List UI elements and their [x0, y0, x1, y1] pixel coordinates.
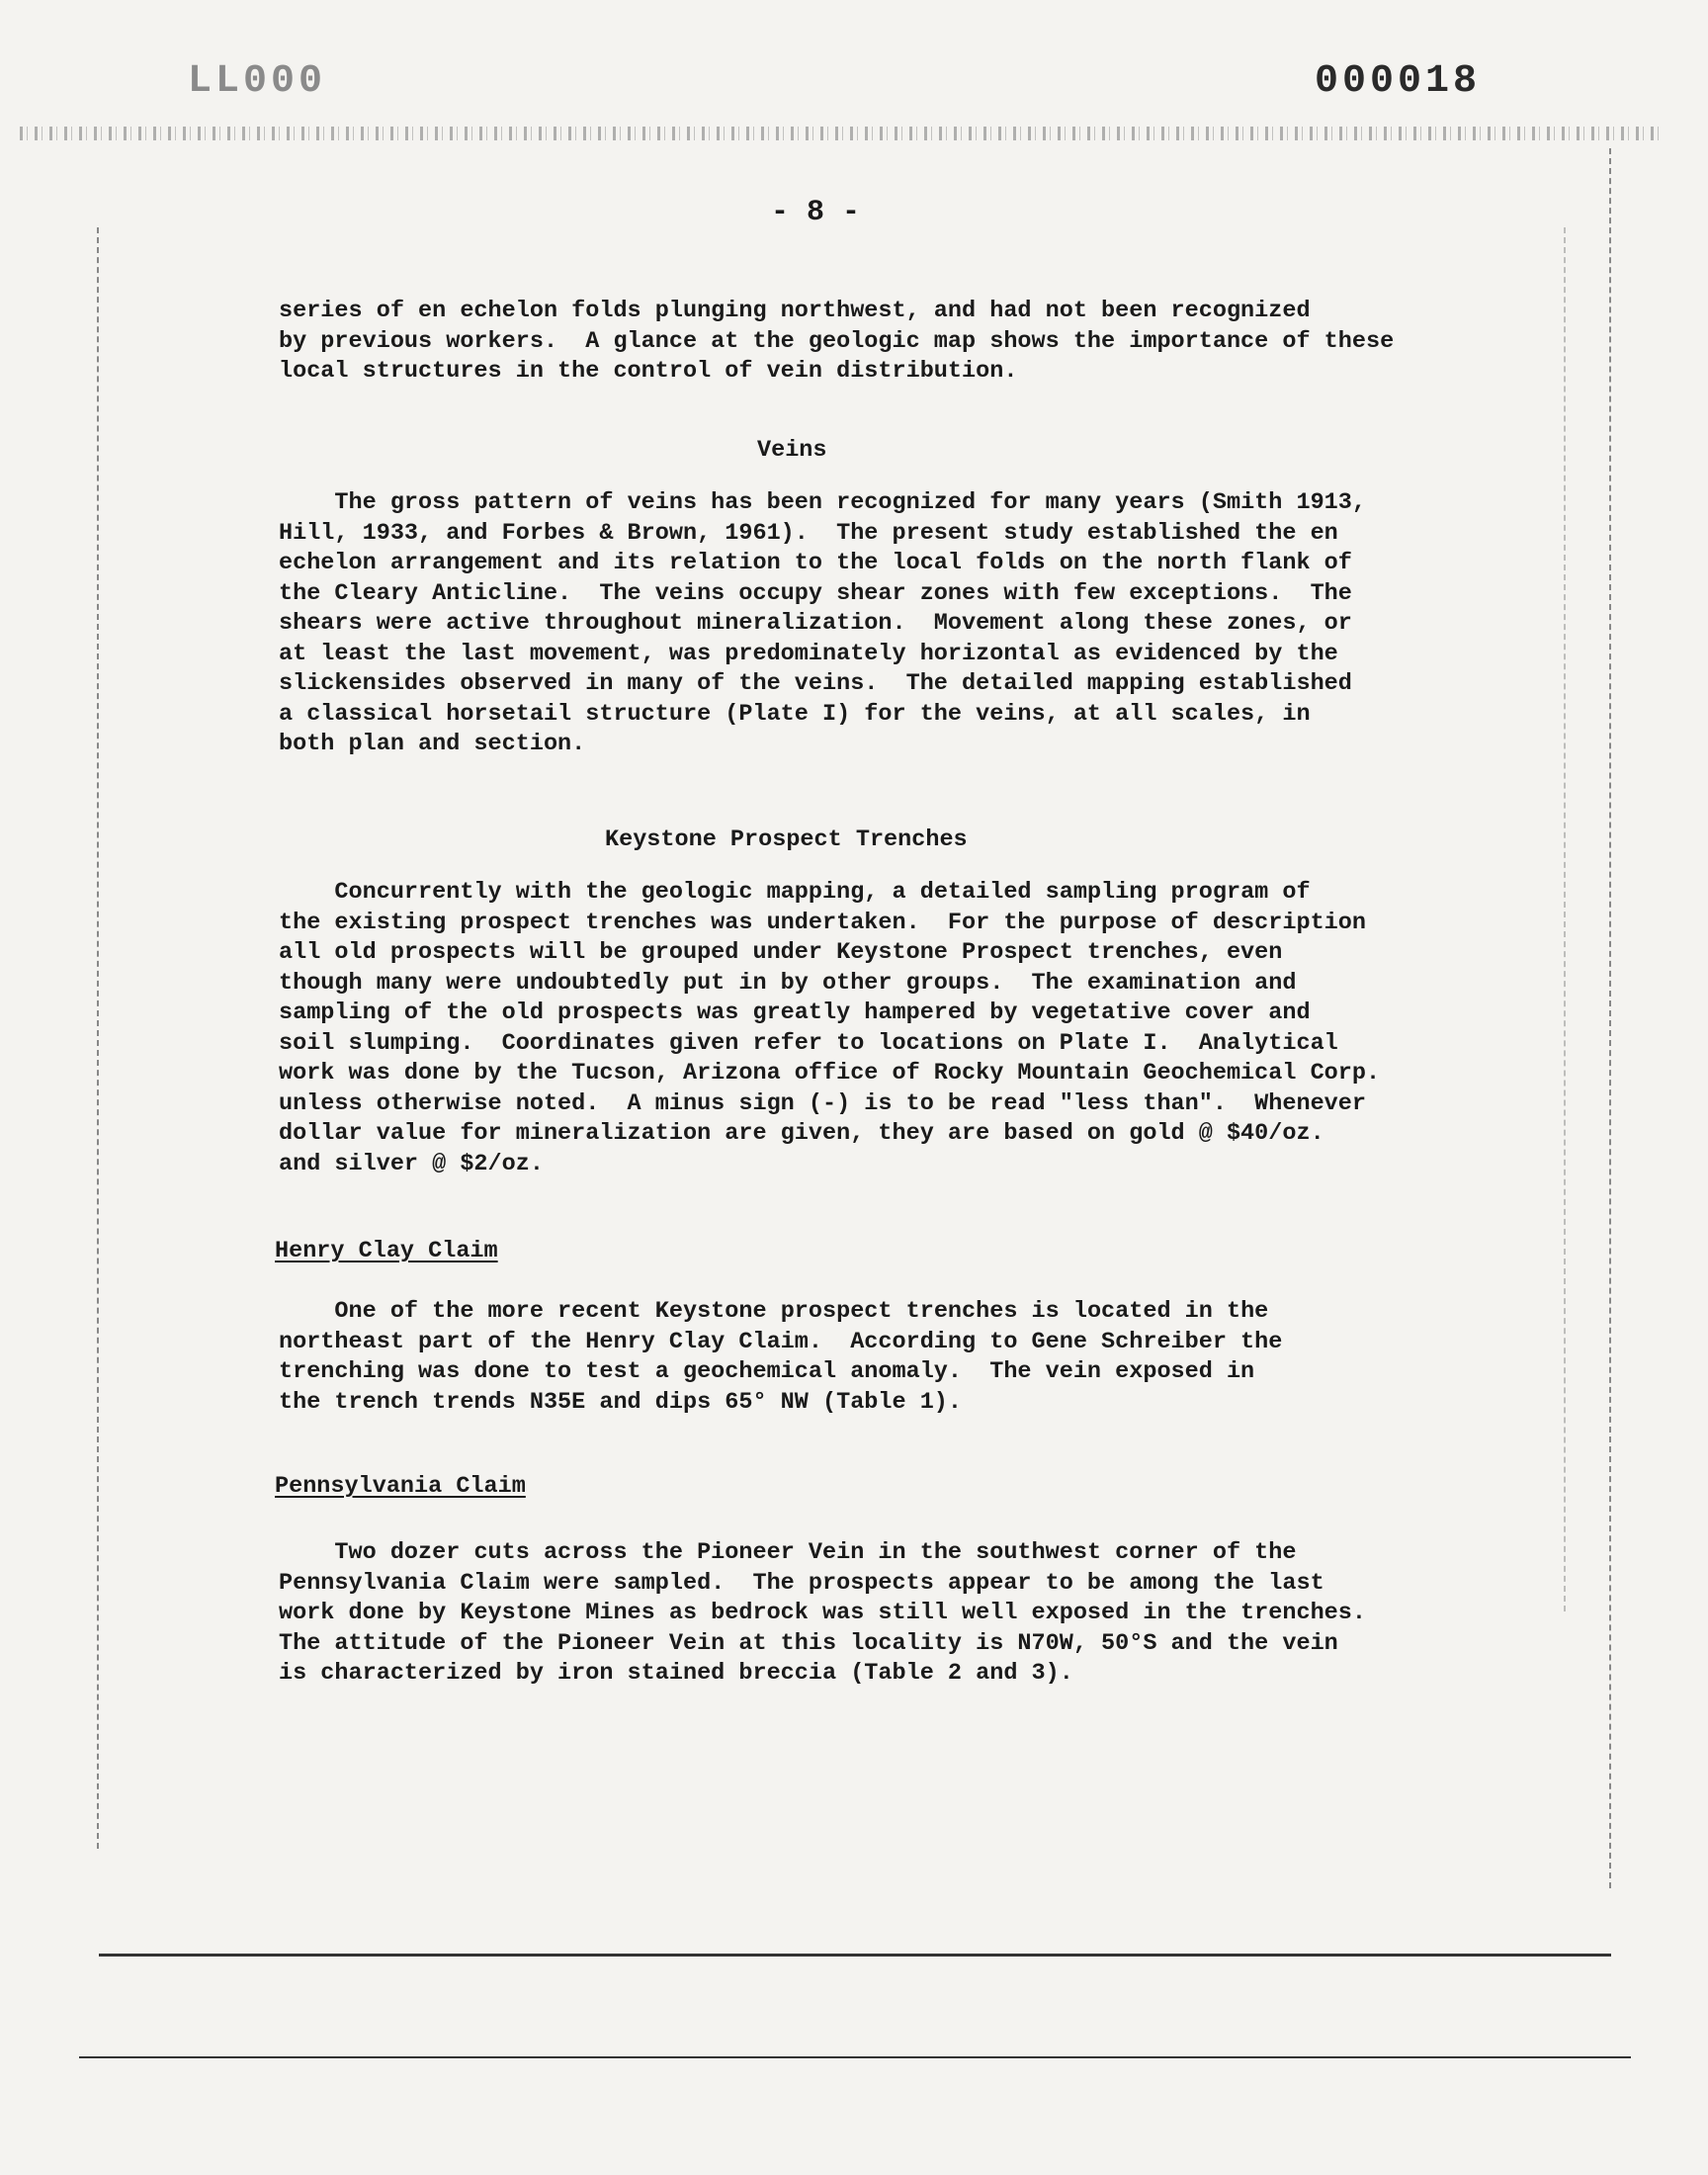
section-heading-pennsylvania: Pennsylvania Claim	[275, 1473, 526, 1500]
scan-inner-line-right	[1564, 227, 1566, 1611]
pennsylvania-paragraph: Two dozer cuts across the Pioneer Vein in the southwest corner of the Pennsylvania Claim were sampled. The prospects appear to be among the last work done by Keystone Mines as bedrock was still well exposed in the trenches. The attitude of the Pioneer Vein at this locality is N70W, 50°S and the vein is characterized by iron stained breccia (Table 2 and 3).	[279, 1539, 1366, 1687]
page-stamp-left: LL000	[188, 59, 327, 104]
footer-rule-lower	[79, 2056, 1631, 2058]
intro-paragraph: series of en echelon folds plunging northwest, and had not been recognized by previous workers. A glance at the geologic map shows the importance of these local structures in the control of vein distribution.	[279, 298, 1395, 385]
veins-paragraph: The gross pattern of veins has been recognized for many years (Smith 1913, Hill, 1933, and Forbes & Brown, 1961). The present study established the en echelon arrangement and its relation to the local folds on the north flank of the Cleary Anticline. The veins occupy shear zones with few exceptions. The shears were active throughout mineralization. Movement along these zones, or at least the last movement, was predominately horizontal as evidenced by the slickensides observed in many of the veins. The detailed mapping established a classical horsetail structure (Plate I) for the veins, at all scales, in both plan and section.	[279, 489, 1366, 757]
scan-edge-line-right	[1609, 148, 1611, 1888]
page-stamp-right: 000018	[1315, 59, 1482, 104]
scan-noise-band	[20, 127, 1661, 140]
section-heading-keystone: Keystone Prospect Trenches	[605, 826, 968, 853]
section-heading-henry-clay: Henry Clay Claim	[275, 1238, 498, 1264]
keystone-paragraph: Concurrently with the geologic mapping, a detailed sampling program of the existing prospect trenches was undertaken. For the purpose of description all old prospects will be grouped under Keystone Prospect trenches, even though many were undoubtedly put in by other groups. The examination and sampling of the old prospects was greatly hampered by vegetative cover and soil slumping. Coordinates given refer to locations on Plate I. Analytical work was done by the Tucson, Arizona office of Rocky Mountain Geochemical Corp. unless otherwise noted. A minus sign (-) is to be read "less than". Whenever dollar value for mineralization are given, they are based on gold @ $40/oz. and silver @ $2/oz.	[279, 879, 1381, 1177]
scan-edge-line-left	[97, 227, 99, 1849]
footer-rule-upper	[99, 1954, 1611, 1957]
page-number: - 8 -	[771, 196, 861, 229]
section-heading-veins: Veins	[757, 437, 827, 464]
henry-clay-paragraph: One of the more recent Keystone prospect trenches is located in the northeast part of the Henry Clay Claim. According to Gene Schreiber the trenching was done to test a geochemical anomaly. The vein exposed in the trench trends N35E and dips 65° NW (Table 1).	[279, 1298, 1283, 1416]
